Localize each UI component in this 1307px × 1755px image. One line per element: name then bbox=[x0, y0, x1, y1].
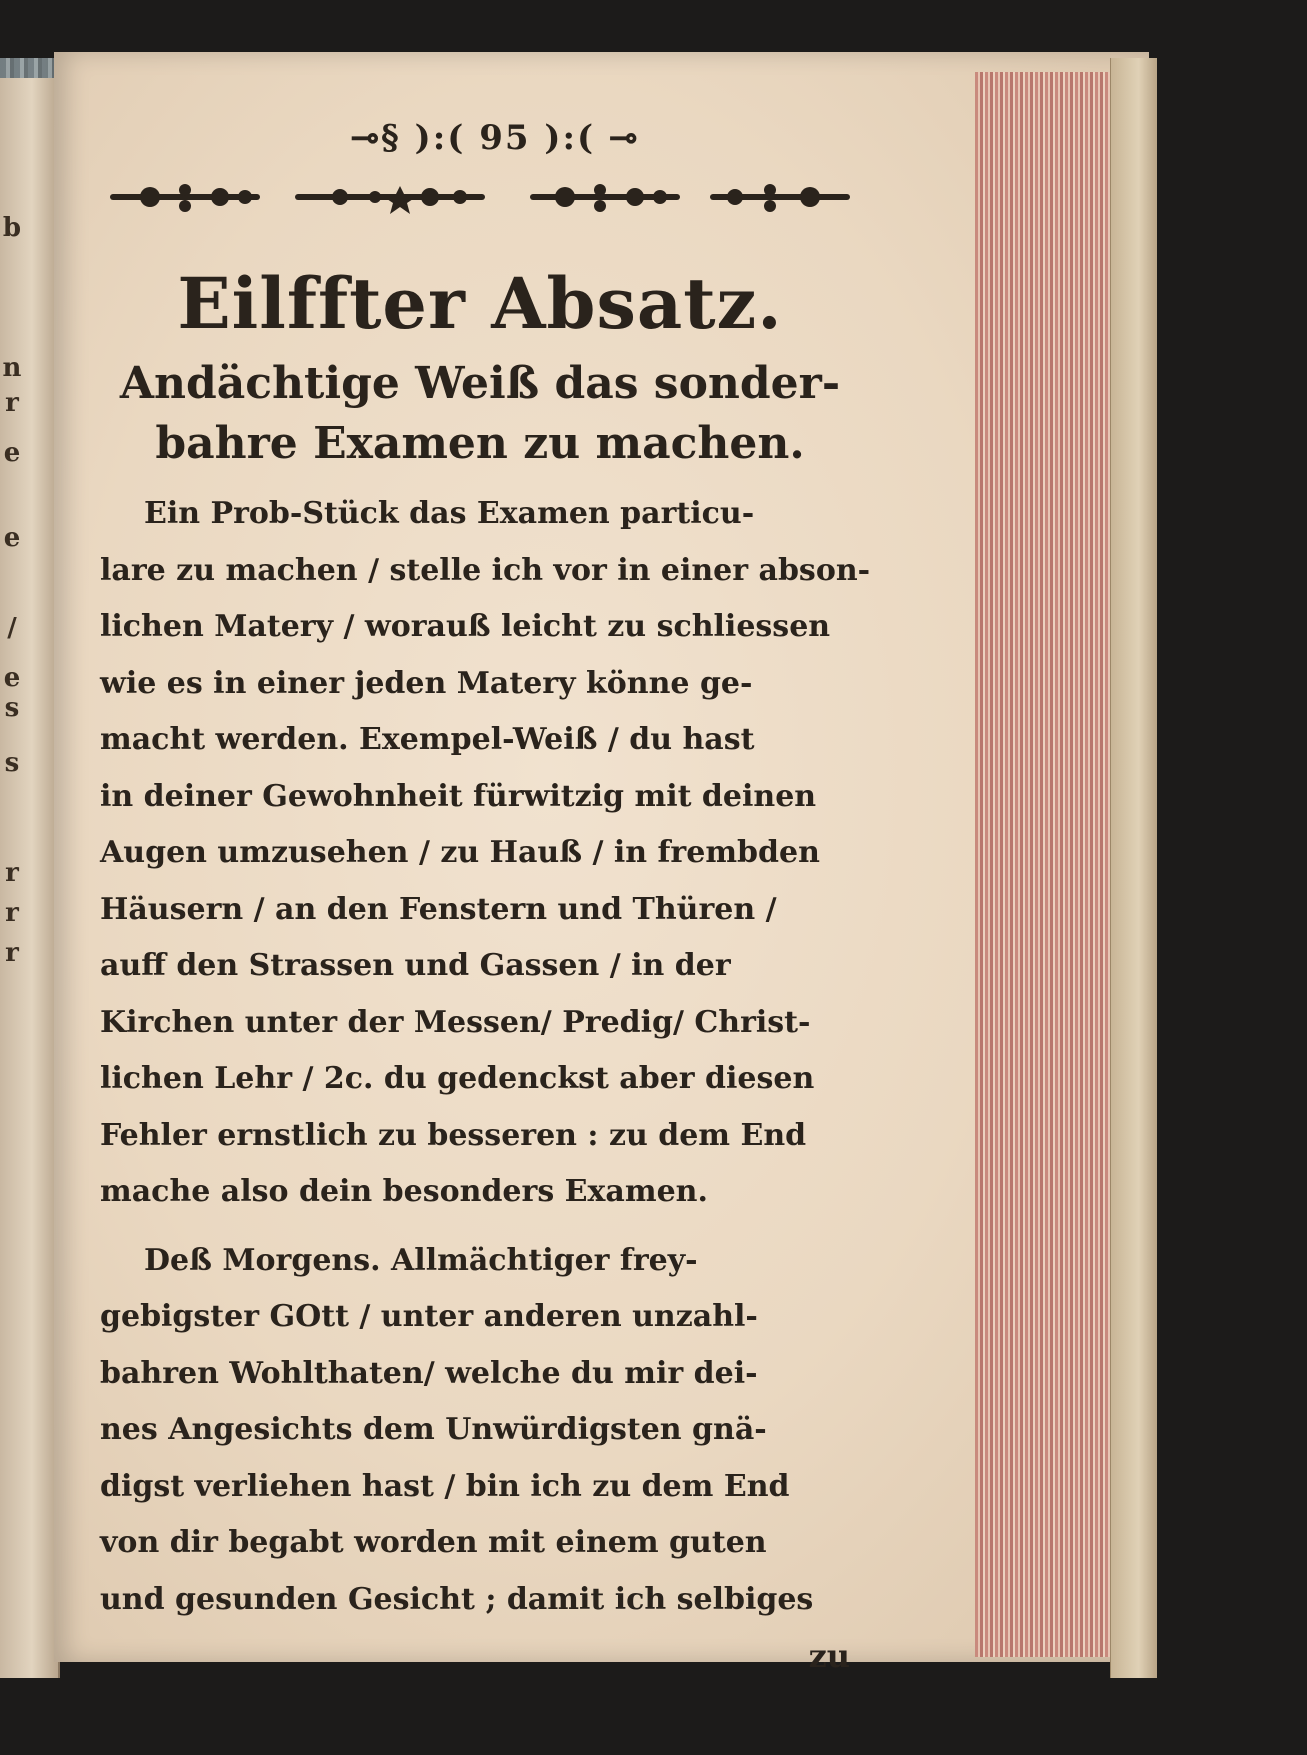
text-line: Häusern / an den Fenstern und Thüren / bbox=[100, 891, 777, 927]
text-line: lichen Lehr / 2c. du gedenckst aber diesen bbox=[100, 1061, 815, 1096]
left-page-fragment: b bbox=[2, 213, 22, 243]
text-line: nes Angesichts dem Unwürdigsten gnä- bbox=[100, 1412, 767, 1447]
paragraph-2 bbox=[100, 1233, 860, 1629]
paragraph-1 bbox=[100, 486, 871, 1221]
book-cover-board bbox=[1110, 58, 1157, 1678]
text-line: gebigster GOtt / unter anderen unzahl- bbox=[100, 1299, 758, 1334]
text-line: in deiner Gewohnheit fürwitzig mit deinen bbox=[100, 778, 817, 814]
catchword: zu bbox=[808, 1637, 850, 1675]
text-line: mache also dein besonders Examen. bbox=[100, 1174, 708, 1209]
left-page-fragment: s bbox=[4, 748, 20, 778]
text-line: auff den Strassen und Gassen / in der bbox=[100, 948, 731, 983]
text-line: wie es in einer jeden Matery könne ge- bbox=[100, 665, 753, 701]
ornament-divider bbox=[110, 172, 850, 224]
text-line: und gesunden Gesicht ; damit ich selbiges bbox=[100, 1581, 814, 1617]
ornament-icon bbox=[110, 184, 850, 214]
text-line: Fehler ernstlich zu besseren : zu dem End bbox=[100, 1117, 807, 1153]
left-page-fragment: / bbox=[7, 613, 17, 643]
page-header: ⊸§ ):( 95 ):( ⊸ bbox=[350, 118, 640, 158]
left-page-fragment: s bbox=[4, 693, 20, 723]
left-page-fragment: e bbox=[3, 438, 21, 468]
left-page-fragment: r bbox=[5, 858, 19, 888]
left-page-fragment: e bbox=[3, 663, 21, 693]
text-line: digst verliehen hast / bin ich zu dem End bbox=[100, 1468, 790, 1504]
left-page-fragment: r bbox=[5, 388, 19, 418]
text-line: Augen umzusehen / zu Hauß / in frembden bbox=[100, 835, 820, 870]
chapter-subheading bbox=[100, 354, 860, 474]
left-page-edge bbox=[0, 58, 60, 1678]
text-line: Kirchen unter der Messen/ Predig/ Christ- bbox=[100, 1004, 811, 1040]
left-page-fragment: n bbox=[2, 353, 22, 383]
subheading-line: bahre Examen zu machen. bbox=[155, 418, 805, 469]
left-page-fragment: r bbox=[5, 898, 19, 928]
text-line: lichen Matery / worauß leicht zu schliessen bbox=[100, 609, 831, 644]
left-page-fragment: e bbox=[3, 523, 21, 553]
text-line: von dir begabt worden mit einem guten bbox=[100, 1525, 767, 1560]
text-line: Deß Morgens. Allmächtiger frey- bbox=[144, 1242, 698, 1278]
chapter-heading: Eilffter Absatz. bbox=[177, 262, 783, 345]
subheading-line: Andächtige Weiß das sonder- bbox=[119, 358, 841, 409]
text-line: lare zu machen / stelle ich vor in einer abson- bbox=[100, 552, 871, 588]
page-content bbox=[100, 108, 871, 1684]
text-line: bahren Wohlthaten/ welche du mir dei- bbox=[100, 1355, 758, 1391]
text-line: macht werden. Exempel-Weiß / du hast bbox=[100, 722, 755, 757]
text-line: Ein Prob-Stück das Examen particu- bbox=[144, 496, 755, 531]
page-fore-edge bbox=[975, 72, 1110, 1657]
left-page-fragment: r bbox=[5, 938, 19, 968]
